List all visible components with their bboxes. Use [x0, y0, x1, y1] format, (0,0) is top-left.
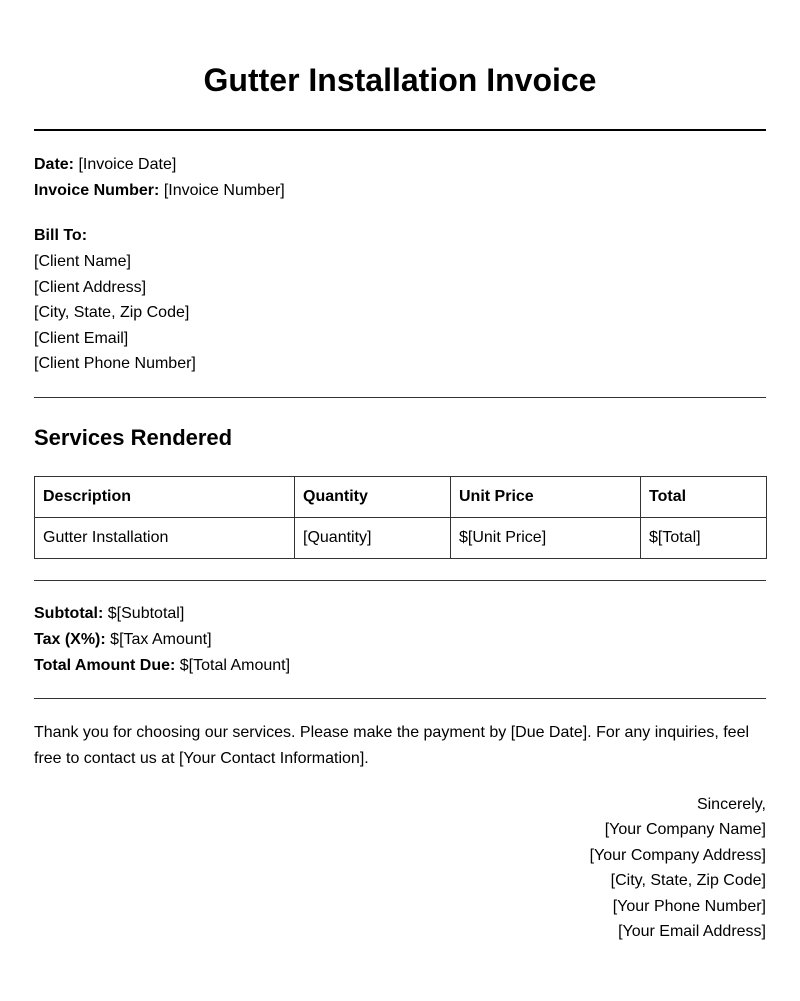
date-value: [Invoice Date] [78, 156, 177, 173]
client-name: [Client Name] [34, 253, 131, 270]
invoice-page [34, 0, 766, 945]
date-label: Date: [34, 156, 75, 173]
client-email: [Client Email] [34, 329, 129, 347]
total-due-label: Total Amount Due: [34, 656, 176, 674]
subtotal-line [34, 601, 766, 627]
bill-to [34, 223, 766, 377]
invoice-number-value: [Invoice Number] [163, 182, 285, 199]
total-due-line [34, 653, 766, 679]
cell-description: Gutter Installation [35, 517, 295, 558]
invoice-meta [34, 152, 766, 204]
column-header-total: Total [641, 476, 767, 517]
tax-line [34, 627, 766, 653]
invoice-number-line [34, 178, 766, 204]
bill-to-heading: Bill To: [34, 227, 88, 244]
cell-total: $[Total] [641, 517, 767, 558]
signature-block [34, 792, 766, 946]
services-heading: Services Rendered [34, 424, 233, 450]
divider [34, 129, 766, 131]
table-header-row [35, 476, 767, 517]
client-city-state-zip: [City, State, Zip Code] [34, 304, 190, 321]
client-phone: [Client Phone Number] [34, 355, 196, 372]
tax-value: $[Tax Amount] [110, 630, 212, 648]
column-header-description: Description [35, 476, 295, 517]
company-city-state-zip: [City, State, Zip Code] [610, 872, 766, 890]
invoice-number-label: Invoice Number: [34, 182, 160, 199]
tax-label: Tax (X%): [34, 630, 106, 648]
page-title: Gutter Installation Invoice [203, 62, 597, 98]
cell-quantity: [Quantity] [295, 517, 451, 558]
divider [34, 397, 766, 398]
company-name: [Your Company Name] [604, 821, 766, 839]
totals [34, 601, 766, 679]
column-header-unit-price: Unit Price [451, 476, 641, 517]
subtotal-label: Subtotal: [34, 604, 104, 622]
client-address: [Client Address] [34, 278, 147, 296]
payment-note: Thank you for choosing our services. Please make the payment by [Due Date]. For any inquiries, feel free to contact us at [Your Contact Information]. [34, 723, 750, 767]
column-header-quantity: Quantity [295, 476, 451, 517]
subtotal-value: $[Subtotal] [107, 604, 185, 622]
table-row [35, 517, 767, 558]
services-table [34, 476, 767, 559]
divider [34, 580, 766, 581]
cell-unit-price: $[Unit Price] [451, 517, 641, 558]
company-address: [Your Company Address] [589, 846, 766, 864]
total-due-value: $[Total Amount] [179, 656, 291, 674]
company-phone: [Your Phone Number] [612, 897, 766, 915]
divider [34, 698, 766, 699]
date-line [34, 152, 766, 178]
company-email: [Your Email Address] [618, 923, 766, 941]
closing: Sincerely, [696, 795, 766, 813]
